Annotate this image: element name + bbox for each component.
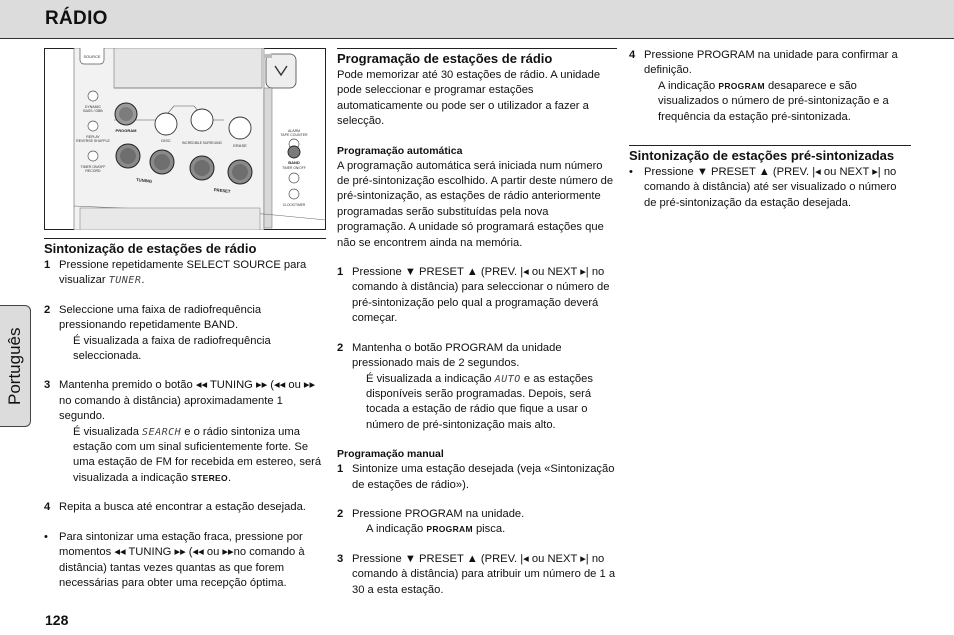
svg-text:PRESET: PRESET: [213, 187, 231, 194]
step-number: 2: [337, 341, 344, 354]
tuning-heading: Sintonização de estações de rádio: [44, 238, 326, 257]
result-text: É visualizada: [73, 425, 143, 438]
timer-button: [289, 173, 299, 183]
tip-text: Pressione ▼ PRESET ▲ (PREV. |◂ ou NEXT ▸| no comando à distância) até ser visualizado o número de pré-sintonização da estação desejada.: [644, 166, 897, 209]
tip-text: Para sintonizar uma estação fraca, pressione por momentos ◂◂ TUNING ▸▸ (◂◂ ou ▸▸no comando à distância) tantas vezes quantas as que forem necessárias para obter uma recepção óptima.: [59, 530, 305, 589]
step-text: Seleccione uma faixa de radiofrequência pressionando repetidamente BAND.: [59, 303, 262, 332]
language-side-tab: [0, 305, 31, 427]
result-text-end: pisca.: [472, 523, 506, 536]
step-number: 2: [337, 507, 344, 520]
dynamic-bass-button: [88, 91, 98, 101]
tuning-section: [44, 238, 326, 591]
manual-programming-heading: Programação manual: [337, 448, 444, 461]
svg-text:DISC: DISC: [161, 138, 171, 143]
step-text: Pressione ▼ PRESET ▲ (PREV. |◂ ou NEXT ▸| no comando à distância) para seleccionar o número de pré-sintonização pelo qual a programação deverá começar.: [352, 266, 610, 325]
programming-intro: Pode memorizar até 30 estações de rádio. A unidade pode seleccionar e programar estações automaticamente ou pode ser o utilizador a fazer a selecção.: [337, 69, 601, 128]
step-number: 1: [337, 266, 344, 279]
svg-text:TIMER ON/OFF: TIMER ON/OFF: [282, 166, 306, 170]
preset-tip: [629, 165, 911, 211]
step-result: [44, 425, 326, 487]
lcd-search-text: SEARCH: [142, 426, 182, 438]
svg-text:ALARM: ALARM: [287, 129, 301, 133]
manual-step-1: [337, 462, 617, 493]
svg-text:PROGRAM: PROGRAM: [115, 128, 137, 133]
step-text: Pressione ▼ PRESET ▲ (PREV. |◂ ou NEXT ▸| no comando à distância) para atribuir um número de 1 a 30 a esta estação.: [352, 552, 616, 596]
page-number: 128: [45, 612, 69, 628]
timer-on-off-button: [88, 151, 98, 161]
step-result: [337, 372, 617, 434]
step-text: Pressione repetidamente SELECT SOURCE para visualizar: [59, 259, 307, 287]
svg-text:CLOCK/TIMER: CLOCK/TIMER: [282, 203, 306, 207]
step-number: 3: [44, 379, 51, 392]
auto-programming-text: A programação automática será iniciada num número de pré-sintonização escolhido. A partir deste número de pré-sintonização, as estações de rádio anteriormente programadas serão substituídas pela nova programação. A unidade só programará estações que não se encontrem ainda na memória.: [337, 159, 614, 249]
auto-programming-heading: Programação automática: [337, 144, 463, 157]
replay-button: [88, 121, 98, 131]
step-result: [629, 79, 911, 125]
svg-text:DYNAMIC: DYNAMIC: [84, 105, 102, 109]
svg-text:TIMER ON/OFF: TIMER ON/OFF: [80, 165, 106, 169]
stereo-indicator: STEREO: [191, 472, 228, 483]
tuning-step-4: [44, 500, 326, 515]
bullet: •: [629, 166, 633, 179]
step-text: Pressione PROGRAM na unidade.: [352, 507, 525, 520]
result-text: É visualizada a indicação: [366, 372, 495, 385]
preset-section: [629, 48, 911, 211]
manual-step-2: [337, 507, 617, 522]
programming-section: [337, 48, 617, 598]
result-text-cont: e o rádio sintoniza uma estação com um sinal suficientemente forte. Se uma estação de FM for recebida em estereo, será visualizada a indicação: [73, 425, 322, 484]
step-number: 4: [629, 49, 636, 61]
step-text: Pressione PROGRAM na unidade para confirmar a definição.: [644, 49, 898, 77]
step-text-end: .: [141, 274, 145, 287]
lcd-auto-text: AUTO: [494, 373, 521, 385]
step-result: [337, 522, 617, 537]
result-text-end: .: [227, 471, 232, 484]
clock-timer-button: [289, 189, 299, 199]
programming-heading: Programação de estações de rádio: [337, 48, 617, 67]
header-band: [0, 0, 954, 39]
erase-button: [229, 117, 251, 139]
svg-text:BAND: BAND: [288, 160, 300, 165]
result-text: A indicação: [658, 79, 719, 92]
manual-step-3: [337, 552, 617, 598]
language-side-tab-label: Português: [5, 327, 24, 405]
svg-text:TUNING: TUNING: [135, 177, 153, 184]
svg-text:REPLAY: REPLAY: [86, 135, 100, 139]
program-indicator: PROGRAM: [426, 524, 473, 535]
section-title: RÁDIO: [45, 8, 108, 29]
svg-text:ERASE: ERASE: [233, 143, 247, 148]
tuning-tip: [44, 530, 326, 592]
svg-text:TAPE COUNTER: TAPE COUNTER: [280, 133, 308, 137]
step-text: Repita a busca até encontrar a estação desejada.: [59, 501, 306, 514]
svg-text:INCREDIBLE SURROUND: INCREDIBLE SURROUND: [182, 141, 222, 145]
tuning-step-2: [44, 303, 326, 334]
disc-button: [155, 113, 177, 135]
result-text-cont: e as estações disponíveis serão programadas. Depois, será tocada a estação de rádio que fique a usar o número de pré-sintonização mais alto.: [366, 372, 593, 431]
incredible-surround-button: [191, 109, 213, 131]
step-result: É visualizada a faixa de radiofrequência seleccionada.: [73, 334, 271, 363]
step-number: 4: [44, 501, 51, 514]
svg-text:REVERSE SHUFFLE: REVERSE SHUFFLE: [76, 139, 110, 143]
tuning-step-1: [44, 258, 326, 289]
auto-step-1: [337, 265, 617, 327]
result-text: A indicação: [366, 523, 427, 536]
source-label: SOURCE: [83, 54, 101, 59]
bullet: •: [44, 530, 48, 543]
auto-step-2: [337, 341, 617, 372]
program-indicator: PROGRAM: [718, 80, 765, 91]
tuning-step-3: [44, 378, 326, 424]
step-number: 1: [44, 259, 51, 271]
step-number: 1: [337, 463, 344, 476]
preset-tuning-heading: Sintonização de estações pré-sintonizadas: [629, 145, 911, 164]
step-text: Sintonize uma estação desejada (veja «Sintonização de estações de rádio»).: [352, 463, 615, 491]
step-text: Mantenha premido o botão ◂◂ TUNING ▸▸ (◂◂ ou ▸▸ no comando à distância) aproximadamente 1 segundo.: [59, 379, 316, 423]
band-button: [288, 146, 300, 158]
lcd-tuner-text: TUNER: [108, 275, 142, 287]
manual-step-4: [629, 48, 911, 79]
step-number: 3: [337, 552, 344, 565]
result-text-end: desaparece e são visualizados o número de pré-sintonização e a frequência da estação pré-sintonizada.: [658, 79, 889, 123]
svg-text:BASS / DBB: BASS / DBB: [83, 109, 103, 113]
device-front-panel-illustration: [44, 48, 326, 230]
svg-text:RECORD: RECORD: [85, 169, 101, 173]
step-text: Mantenha o botão PROGRAM da unidade pressionado mais de 2 segundos.: [352, 341, 562, 370]
step-number: 2: [44, 303, 51, 316]
